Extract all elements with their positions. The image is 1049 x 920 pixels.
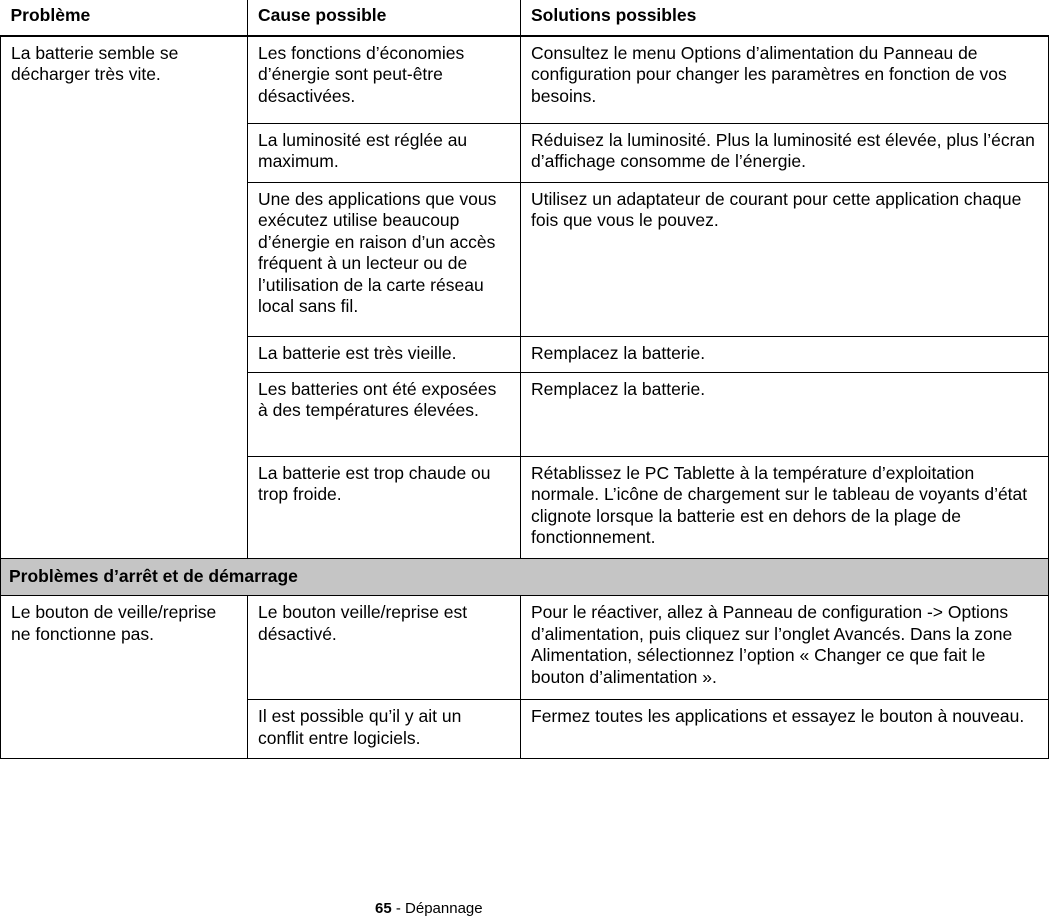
cause-cell: La batterie est trop chaude ou trop froide. [248, 456, 521, 558]
table-row [1, 36, 1049, 124]
header-cause: Cause possible [248, 0, 521, 36]
footer-section: Dépannage [405, 900, 483, 917]
header-problem: Problème [1, 0, 248, 36]
cause-cell: Il est possible qu’il y ait un conflit entre logiciels. [248, 700, 521, 759]
page-footer [375, 900, 483, 917]
table-row [1, 596, 1049, 700]
problem-cell: La batterie semble se décharger très vite. [1, 36, 248, 559]
cause-cell: Le bouton veille/reprise est désactivé. [248, 596, 521, 700]
page-number: 65 [375, 900, 392, 917]
solution-cell: Rétablissez le PC Tablette à la température d’exploitation normale. L’icône de chargement sur le tableau de voyants d’état clignote lorsque la batterie est en dehors de la plage de fonctionnement. [521, 456, 1049, 558]
cause-cell: La batterie est très vieille. [248, 336, 521, 372]
cause-cell: Une des applications que vous exécutez utilise beaucoup d’énergie en raison d’un accès fréquent à un lecteur ou de l’utilisation de la carte réseau local sans fil. [248, 182, 521, 336]
cause-cell: La luminosité est réglée au maximum. [248, 123, 521, 182]
cause-cell: Les batteries ont été exposées à des températures élevées. [248, 372, 521, 456]
problem-cell: Le bouton de veille/reprise ne fonctionne pas. [1, 596, 248, 759]
header-solutions: Solutions possibles [521, 0, 1049, 36]
solution-cell: Utilisez un adaptateur de courant pour cette application chaque fois que vous le pouvez. [521, 182, 1049, 336]
section-header-row [1, 558, 1049, 596]
solution-cell: Remplacez la batterie. [521, 336, 1049, 372]
solution-cell: Fermez toutes les applications et essayez le bouton à nouveau. [521, 700, 1049, 759]
cause-cell: Les fonctions d’économies d’énergie sont peut-être désactivées. [248, 36, 521, 124]
section-title: Problèmes d’arrêt et de démarrage [1, 558, 1049, 596]
solution-cell: Réduisez la luminosité. Plus la luminosité est élevée, plus l’écran d’affichage consomme de l’énergie. [521, 123, 1049, 182]
solution-cell: Remplacez la batterie. [521, 372, 1049, 456]
footer-separator: - [391, 900, 406, 917]
table-header-row [1, 0, 1049, 36]
solution-cell: Pour le réactiver, allez à Panneau de configuration -> Options d’alimentation, puis cliquez sur l’onglet Avancés. Dans la zone Alimentation, sélectionnez l’option « Changer ce que fait le bouton d’alimentation ». [521, 596, 1049, 700]
solution-cell: Consultez le menu Options d’alimentation du Panneau de configuration pour changer les paramètres en fonction de vos besoins. [521, 36, 1049, 124]
